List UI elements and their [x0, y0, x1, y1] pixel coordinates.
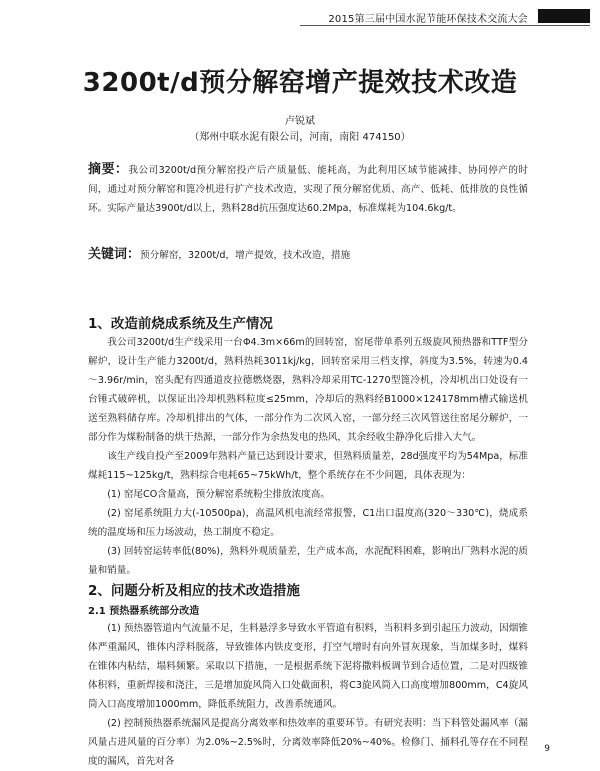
section-2-paragraph-2: (2) 控制预热器系统漏风是提高分离效率和热效率的重要环节。有研究表明：当下料管处漏风率（漏风量占进风量的百分率）为2.0%~2.5%时，分离效率降低20%~40%。检修门、捅料孔等存在不同程度的漏风，首先对各 — [88, 718, 528, 767]
section-1-item-3: (3) 回转窑运转率低(80%)，熟料外观质量差，生产成本高，水泥配料困难，影响出厂熟料水泥的质量和销量。 — [88, 546, 528, 576]
page-number: 9 — [544, 744, 550, 754]
keywords — [88, 245, 528, 265]
conference-header: 2015第三届中国水泥节能环保技术交流大会 — [328, 14, 528, 25]
subsection-2-1-heading: 2.1 预热器系统部分改造 — [88, 606, 200, 617]
abstract-text: 我公司3200t/d预分解窑投产后产质量低、能耗高，为此利用区域节能减排、协同停产的时间，通过对预分解窑和篦冷机进行扩产技术改造，实现了预分解窑优质、高产、低耗、低排放的良性循环。实际产量达3900t/d以上，熟料28d抗压强度达60.2Mpa，标准煤耗为104.6kg/t。 — [88, 165, 528, 214]
header-rule — [300, 25, 590, 26]
keywords-label: 关键词： — [88, 247, 141, 262]
abstract — [88, 160, 528, 218]
running-header — [300, 8, 590, 24]
abstract-label: 摘要： — [88, 162, 129, 177]
author: 卢锐斌 — [285, 116, 315, 127]
section-1-heading: 1、改造前烧成系统及生产情况 — [88, 316, 273, 332]
paper-title: 3200t/d预分解窑增产提效技术改造 — [82, 68, 518, 98]
section-1-paragraph-2: 该生产线自投产至2009年熟料产量已达到设计要求，但熟料质量差，28d强度平均为54Mpa，标准煤耗115~125kg/t，熟料综合电耗65~75kWh/t，整个系统存在不少问题，具体表现为： — [88, 451, 528, 481]
section-1-item-2: (2) 窑尾系统阻力大(-10500pa)，高温风机电流经常报警，C1出口温度高(320～330℃)，烧成系统的温度场和压力场波动，热工制度不稳定。 — [88, 508, 528, 538]
section-1-paragraph-1: 我公司3200t/d生产线采用一台Φ4.3m×66m的回转窑，窑尾带单系列五级旋风预热器和TTF型分解炉，设计生产能力3200t/d，熟料热耗3011kj/kg，回转窑采用三档支撑，斜度为3.5%，转速为0.4～3.96r/min，窑头配有四通道皮拉德燃烧器，熟料冷却采用TC-1270型篦冷机，冷却机出口处设有一台锤式破碎机，以保证出冷却机熟料粒度≤25mm，冷却后的熟料经B1000×124178mm槽式输送机送至熟料储存库。冷却机排出的气体，一部分作为二次风入窑，一部分经三次风管送往窑尾分解炉，一部分作为煤粉制备的烘干热源，一部分作为余热发电的热风，其余经收尘静净化后排入大气。 — [88, 337, 528, 443]
keywords-text: 预分解窑，3200t/d，增产提效，技术改造，措施 — [140, 250, 351, 261]
section-2-paragraph-1: (1) 预热器管道内气流量不足，生料悬浮多导致水平管道有积料，当积料多到引起压力波动，因烟锥体严重漏风，锥体内浮料脱落，导致锥体内铁皮变形，打空气增时有向外冒灰现象，当加煤多时，煤料在锥体内粘结，塌料频繁。采取以下措施，一是根据系统下泥将撒料板调节到合适位置，二是对四级锥体积料，重新焊接和浇注，三是增加旋风筒入口处截面积，将C3旋风筒入口高度增加800mm，C4旋风筒入口高度增加1000mm，降低系统阻力，改善系统通风。 — [88, 623, 528, 710]
header-decoration-block — [538, 9, 590, 23]
section-2-heading: 2、问题分析及相应的技术改造措施 — [88, 583, 300, 599]
affiliation: （郑州中联水泥有限公司，河南，南阳 474150） — [189, 132, 411, 143]
section-1-item-1: (1) 窑尾CO含量高，预分解窑系统粉尘排放浓度高。 — [107, 489, 330, 500]
